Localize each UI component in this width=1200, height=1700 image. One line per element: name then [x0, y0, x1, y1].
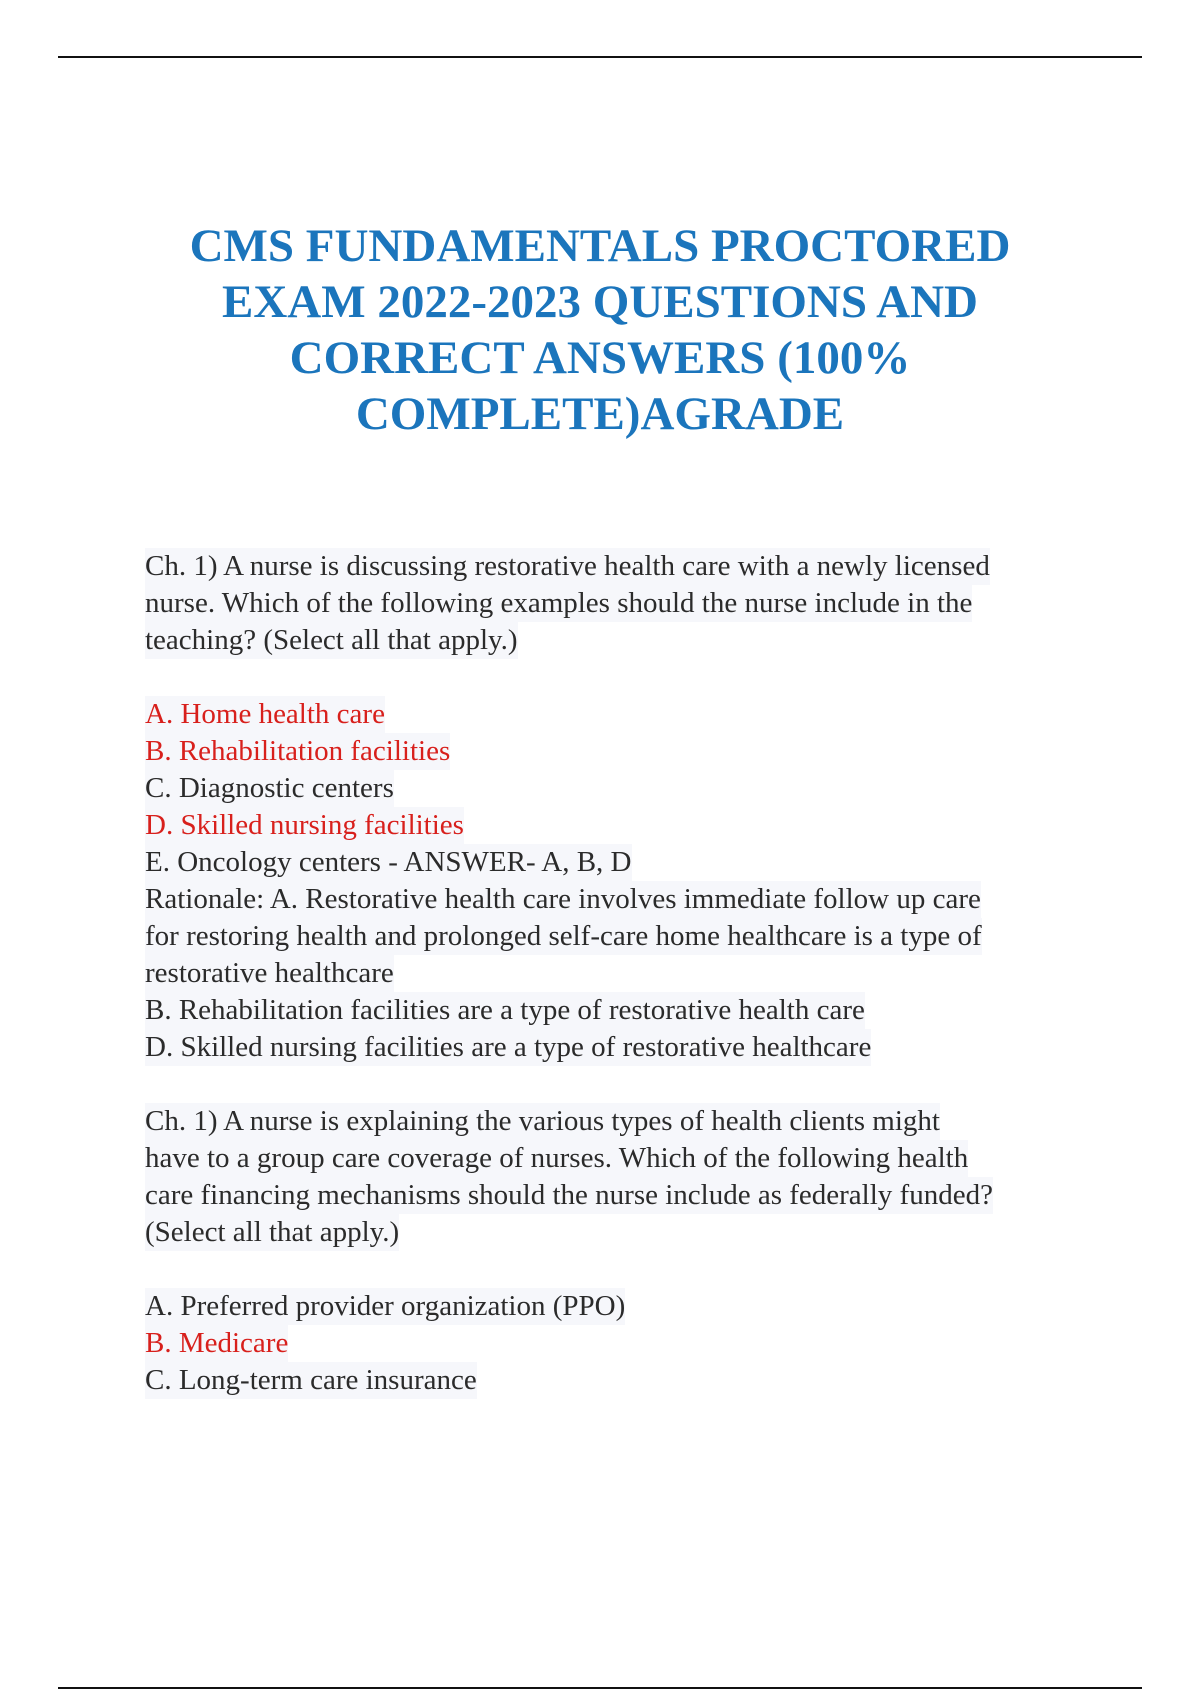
rationale-line: for restoring health and prolonged self-care home healthcare is a type of — [145, 918, 982, 955]
title-line: COMPLETE)AGRADE — [355, 388, 845, 440]
correct-option: B. Medicare — [145, 1325, 288, 1362]
answer-option: C. Diagnostic centers — [145, 770, 394, 807]
rationale-line: D. Skilled nursing facilities are a type of restorative healthcare — [145, 1029, 871, 1066]
correct-option: B. Rehabilitation facilities — [145, 733, 450, 770]
question-stem-line: Ch. 1) A nurse is discussing restorative health care with a newly licensed — [145, 548, 990, 585]
question-1 — [145, 548, 1105, 1066]
question-stem-line: teaching? (Select all that apply.) — [145, 622, 518, 659]
question-stem-line: Ch. 1) A nurse is explaining the various types of health clients might — [145, 1103, 940, 1140]
correct-option: A. Home health care — [145, 696, 385, 733]
question-stem-line: have to a group care coverage of nurses. Which of the following health — [145, 1140, 968, 1177]
document-title — [150, 218, 1050, 442]
document-body — [145, 548, 1105, 1399]
correct-option: D. Skilled nursing facilities — [145, 807, 464, 844]
title-line: CORRECT ANSWERS (100% — [289, 332, 911, 384]
top-divider — [58, 56, 1142, 58]
bottom-divider — [58, 1687, 1142, 1689]
question-stem-line: (Select all that apply.) — [145, 1214, 399, 1251]
question-stem-line: nurse. Which of the following examples should the nurse include in the — [145, 585, 972, 622]
title-line: EXAM 2022-2023 QUESTIONS AND — [222, 276, 978, 328]
title-line: CMS FUNDAMENTALS PROCTORED — [189, 220, 1011, 272]
rationale-line: B. Rehabilitation facilities are a type of restorative health care — [145, 992, 865, 1029]
answer-option: A. Preferred provider organization (PPO) — [145, 1288, 625, 1325]
rationale-line: restorative healthcare — [145, 955, 394, 992]
answer-option: E. Oncology centers - ANSWER- A, B, D — [145, 844, 632, 881]
rationale-line: Rationale: A. Restorative health care involves immediate follow up care — [145, 881, 981, 918]
question-2 — [145, 1103, 1105, 1399]
answer-option: C. Long-term care insurance — [145, 1362, 477, 1399]
question-stem-line: care financing mechanisms should the nurse include as federally funded? — [145, 1177, 993, 1214]
